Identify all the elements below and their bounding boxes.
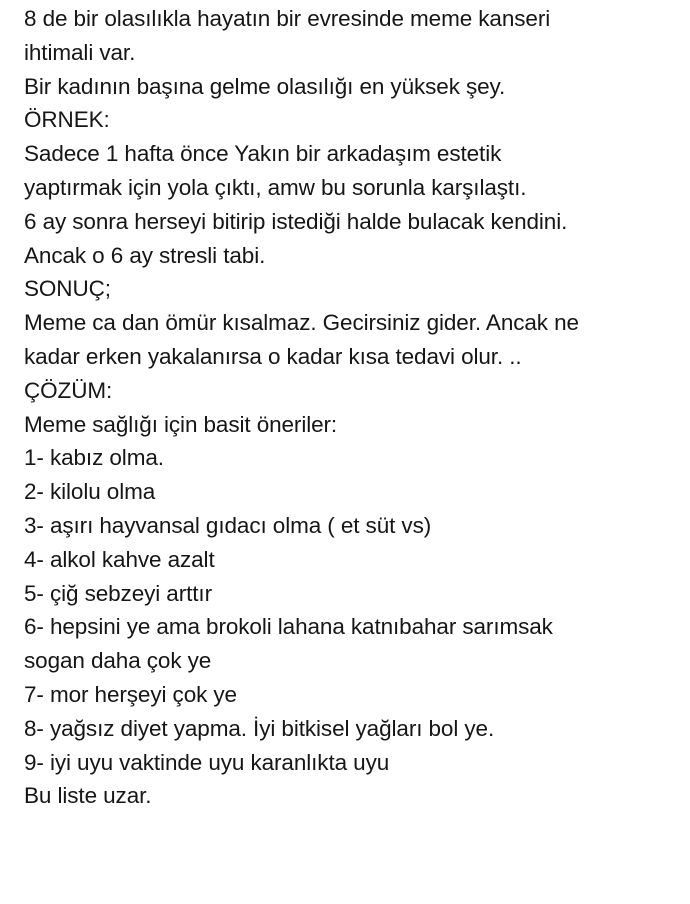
list-intro: Meme sağlığı için basit öneriler: <box>24 411 338 437</box>
section-heading-ornek: ÖRNEK: <box>24 107 110 133</box>
text-line: kadar erken yakalanırsa o kadar kısa tedavi olur. .. <box>24 343 522 369</box>
text-line: 6 ay sonra herseyi bitirip istediği halde bulacak kendini. <box>24 208 568 234</box>
text-line: Meme ca dan ömür kısalmaz. Gecirsiniz gider. Ancak ne <box>24 310 579 336</box>
list-item: 2- kilolu olma <box>24 479 156 505</box>
text-line: yaptırmak için yola çıktı, amw bu sorunla karşılaştı. <box>24 174 527 200</box>
list-item: 9- iyi uyu vaktinde uyu karanlıkta uyu <box>24 749 390 775</box>
list-item-continuation: sogan daha çok ye <box>24 648 212 674</box>
list-item: 1- kabız olma. <box>24 445 164 471</box>
closing-line: Bu liste uzar. <box>24 783 152 809</box>
list-item: 8- yağsız diyet yapma. İyi bitkisel yağları bol ye. <box>24 715 495 741</box>
note-text-body <box>24 2 684 813</box>
section-heading-sonuc: SONUÇ; <box>24 276 111 302</box>
section-heading-cozum: ÇÖZÜM: <box>24 377 113 403</box>
list-item: 5- çiğ sebzeyi arttır <box>24 580 212 606</box>
text-line: 8 de bir olasılıkla hayatın bir evresinde meme kanseri <box>24 6 551 31</box>
list-item: 3- aşırı hayvansal gıdacı olma ( et süt vs) <box>24 512 432 538</box>
text-line: Ancak o 6 ay stresli tabi. <box>24 242 266 268</box>
text-line: Sadece 1 hafta önce Yakın bir arkadaşım estetik <box>24 141 502 167</box>
list-item: 4- alkol kahve azalt <box>24 546 215 572</box>
list-item: 6- hepsini ye ama brokoli lahana katnıbahar sarımsak <box>24 614 553 640</box>
text-line: ihtimali var. <box>24 39 136 65</box>
list-item: 7- mor herşeyi çok ye <box>24 681 237 707</box>
text-line: Bir kadının başına gelme olasılığı en yüksek şey. <box>24 73 506 99</box>
